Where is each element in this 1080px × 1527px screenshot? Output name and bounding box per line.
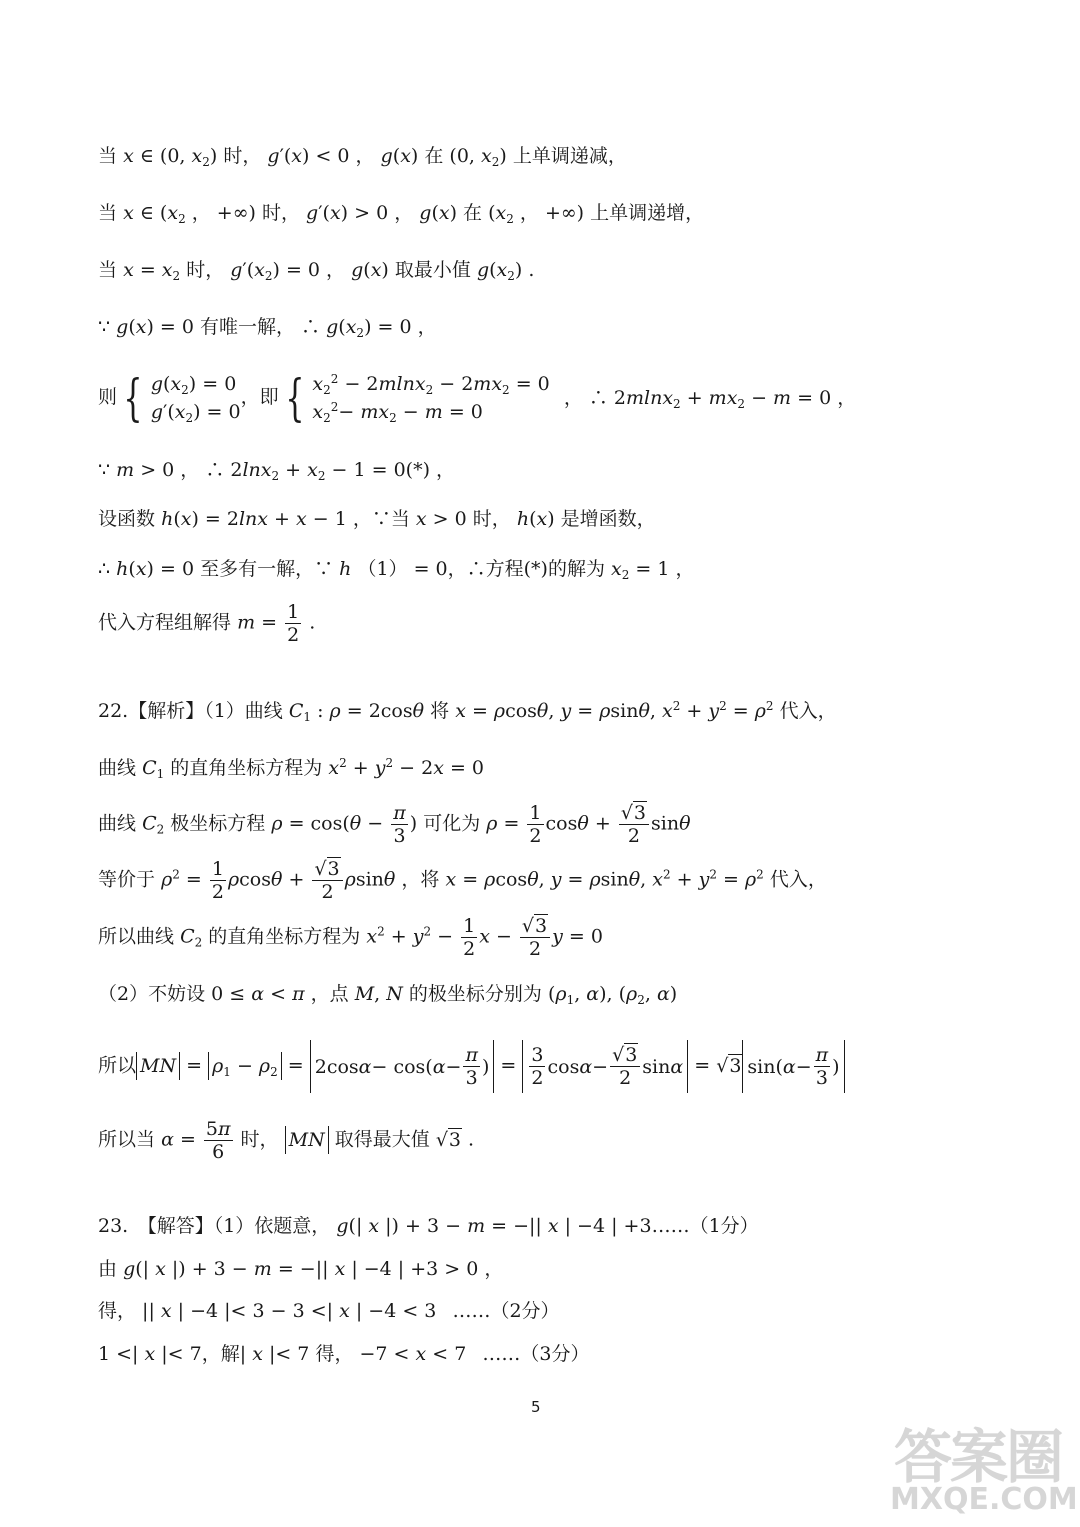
text-line: 当 x ∈ (0, $x_2$) 时， g′(x) < 0 ， g(x) 在 (0, $x_2$) 上单调递减，: [98, 145, 627, 169]
text-line: 1 <| x |< 7，解| x |< 7 得， −7 < x < 7 ……（3分）: [98, 1343, 590, 1365]
equation-system-line: 则 { $g(x_2) = 0$ $g'(x_2) = 0$ ，即 { $x_2^2 - 2mlnx_2 - 2mx_2 = 0$ $x_2^2- mx_2 - m = 0$ ， ∴ $2mlnx_2 + mx_2 - m = 0$ ，: [98, 369, 857, 427]
text-line: 由 g(| x |) + 3 − m = −|| x | −4 | +3 > 0 ，: [98, 1258, 504, 1280]
text-line: 曲线 $C_1$ 的直角坐标方程为 $x^2 + y^2 - 2x = 0$: [98, 756, 484, 781]
text-line: 所以 MN = $\rho_1 - \rho_2 = 2\cos$ α − cos( α − $\frac{\pi}{3}$ ) = $\frac{3}{2}$ cos α − $\frac{√3}{2}$ sin α = √3 sin( α − $\frac{\pi}{3}$ ): [98, 1040, 998, 1093]
text-line: ∵ g(x) = 0 有唯一解， ∴ $g(x_2) = 0$ ，: [98, 316, 437, 340]
text-line: 代入方程组解得 m = $\frac{1}{2}$ .: [98, 601, 316, 646]
watermark-en-text: MXQE.COM: [890, 1482, 1078, 1517]
page-number: 5: [531, 1398, 541, 1416]
text-line: 所以当 α = $\frac{5\pi}{6}$ 时， MN 取得最大值 √3 .: [98, 1118, 475, 1163]
text-line: 曲线 $C_2$ 极坐标方程 ρ = cos(θ − $\frac{\pi}{3}$ ) 可化为 ρ = $\frac{1}{2}$ cosθ + $\frac{√3}{2}$ sinθ: [98, 802, 691, 847]
text-line: ∵ m > 0 ， ∴ $2\ln x_2 + x_2 - 1 = 0(*)$ ，: [98, 459, 456, 483]
text-line: 当 x ∈ ($x_2$ ， +∞) 时， g′(x) > 0 ， g(x) 在 ($x_2$ ， +∞) 上单调递增，: [98, 202, 705, 226]
text-line: （2）不妨设 0 ≤ α < π ，点 M, N 的极坐标分别为 ($\rho_1$, α), ($\rho_2$, α): [98, 983, 678, 1007]
text-line: 等价于 $\rho^2$ = $\frac{1}{2}$ ρcosθ + $\frac{√3}{2}$ ρsinθ ，将 x = ρcosθ, y = ρsinθ, $x^2 + y^2 = \rho^2$ 代入，: [98, 858, 827, 903]
text-line: ∴ h(x) = 0 至多有一解，∵ h （1） = 0，∴方程(*)的解为 $x_2 = 1$ ，: [98, 558, 695, 582]
text-line: 所以曲线 $C_2$ 的直角坐标方程为 $x^2 + y^2$ − $\frac{1}{2}$ x − $\frac{√3}{2}$ y = 0: [98, 915, 603, 960]
question-22-heading: 22.【解析】（1）曲线 $C_1$ : ρ = 2cosθ 将 x = ρcosθ, y = ρsinθ, $x^2 + y^2 = \rho^2$ 代入，: [98, 699, 837, 724]
watermark-logo: [884, 1410, 1078, 1520]
text-line: 设函数 h(x) = 2lnx + x − 1 ，∵当 x > 0 时， h(x) 是增函数，: [98, 508, 656, 530]
question-23-heading: 23. 【解答】（1）依题意， g(| x |) + 3 − m = −|| x | −4 | +3……（1分）: [98, 1215, 759, 1237]
text-line: 得， || x | −4 |< 3 − 3 <| x | −4 < 3 ……（2分）: [98, 1300, 560, 1322]
watermark-cn-text: 答案圈: [894, 1423, 1063, 1491]
text-line: 当 $x = x_2$ 时， $g'(x_2) = 0$ ， g(x) 取最小值 $g(x_2)$ .: [98, 259, 535, 283]
